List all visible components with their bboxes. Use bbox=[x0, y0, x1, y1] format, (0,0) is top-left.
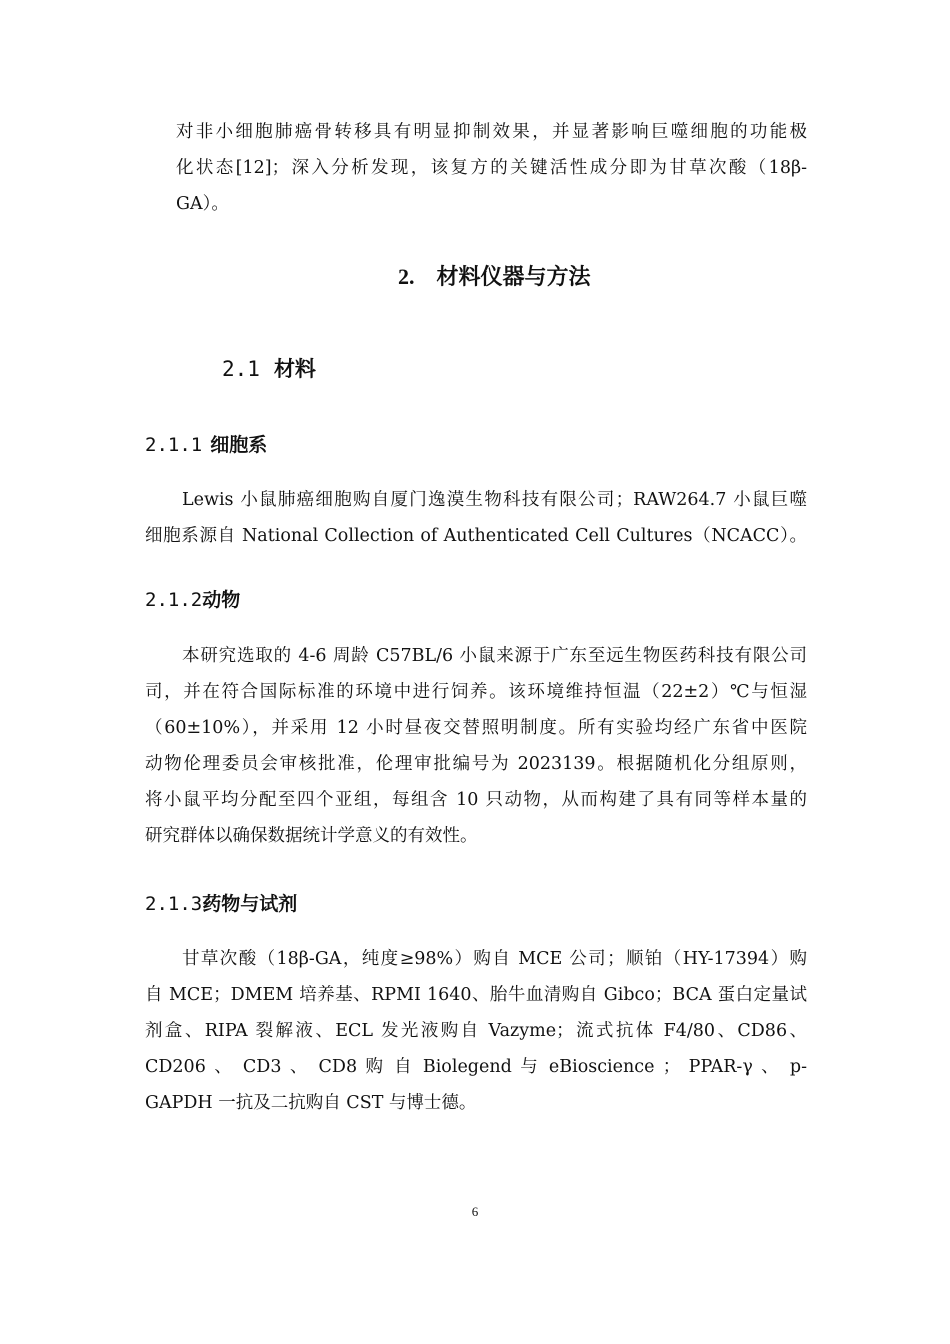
intro-line: 对非小细胞肺癌骨转移具有明显抑制效果，并显著影响巨噬细胞的功能极 bbox=[176, 122, 807, 142]
section-heading-2-1-3 bbox=[145, 890, 297, 918]
paragraph-line: 剂盒、RIPA 裂解液、ECL 发光液购自 Vazyme；流式抗体 F4/80、CD86、 bbox=[145, 1021, 807, 1041]
reagent-paragraph bbox=[145, 941, 807, 1121]
paragraph-line: 自 MCE；DMEM 培养基、RPMI 1640、胎牛血清购自 Gibco；BCA 蛋白定量试 bbox=[145, 985, 807, 1005]
paragraph-line: GAPDH 一抗及二抗购自 CST 与博士德。 bbox=[145, 1093, 477, 1113]
intro-line: 化状态[12]；深入分析发现，该复方的关键活性成分即为甘草次酸（18β- bbox=[176, 158, 807, 178]
section-title: 动物 bbox=[202, 589, 241, 611]
section-heading-2 bbox=[398, 262, 591, 293]
section-title: 材料 bbox=[273, 357, 316, 381]
paragraph-line: CD206 、 CD3 、 CD8 购 自 Biolegend 与 eBioscience ； PPAR-γ 、 p- bbox=[145, 1057, 807, 1077]
paragraph-line: Lewis 小鼠肺癌细胞购自厦门逸漠生物科技有限公司；RAW264.7 小鼠巨噬 bbox=[182, 490, 807, 510]
cell-line-paragraph bbox=[145, 482, 807, 554]
paragraph-line: 细胞系源自 National Collection of Authenticated Cell Cultures（NCACC）。 bbox=[145, 526, 807, 546]
paragraph-line: 司，并在符合国际标准的环境中进行饲养。该环境维持恒温（22±2）℃与恒湿 bbox=[145, 682, 807, 702]
section-number: 2. bbox=[398, 264, 415, 289]
section-title: 药物与试剂 bbox=[202, 893, 298, 915]
section-title: 材料仪器与方法 bbox=[436, 265, 591, 290]
intro-paragraph bbox=[176, 114, 807, 222]
intro-line: GA）。 bbox=[176, 194, 229, 214]
section-number: 2.1.3 bbox=[145, 893, 203, 915]
paragraph-line: 甘草次酸（18β-GA，纯度≥98%）购自 MCE 公司；顺铂（HY-17394）购 bbox=[182, 949, 807, 969]
section-title: 细胞系 bbox=[210, 434, 268, 456]
section-heading-2-1-1 bbox=[145, 431, 267, 459]
paragraph-line: 将小鼠平均分配至四个亚组，每组含 10 只动物，从而构建了具有同等样本量的 bbox=[145, 790, 807, 810]
section-number: 2.1 bbox=[222, 357, 260, 381]
section-heading-2-1-2 bbox=[145, 586, 240, 614]
page-number: 6 bbox=[471, 1204, 479, 1219]
paragraph-line: （60±10%），并采用 12 小时昼夜交替照明制度。所有实验均经广东省中医院 bbox=[145, 718, 807, 738]
section-number: 2.1.1 bbox=[145, 434, 203, 456]
section-number: 2.1.2 bbox=[145, 589, 203, 611]
animal-paragraph bbox=[145, 638, 807, 854]
section-heading-2-1 bbox=[222, 354, 316, 384]
paragraph-line: 研究群体以确保数据统计学意义的有效性。 bbox=[145, 826, 478, 846]
paragraph-line: 动物伦理委员会审核批准，伦理审批编号为 2023139。根据随机化分组原则， bbox=[145, 754, 807, 774]
paragraph-line: 本研究选取的 4-6 周龄 C57BL/6 小鼠来源于广东至远生物医药科技有限公司 bbox=[182, 646, 807, 666]
